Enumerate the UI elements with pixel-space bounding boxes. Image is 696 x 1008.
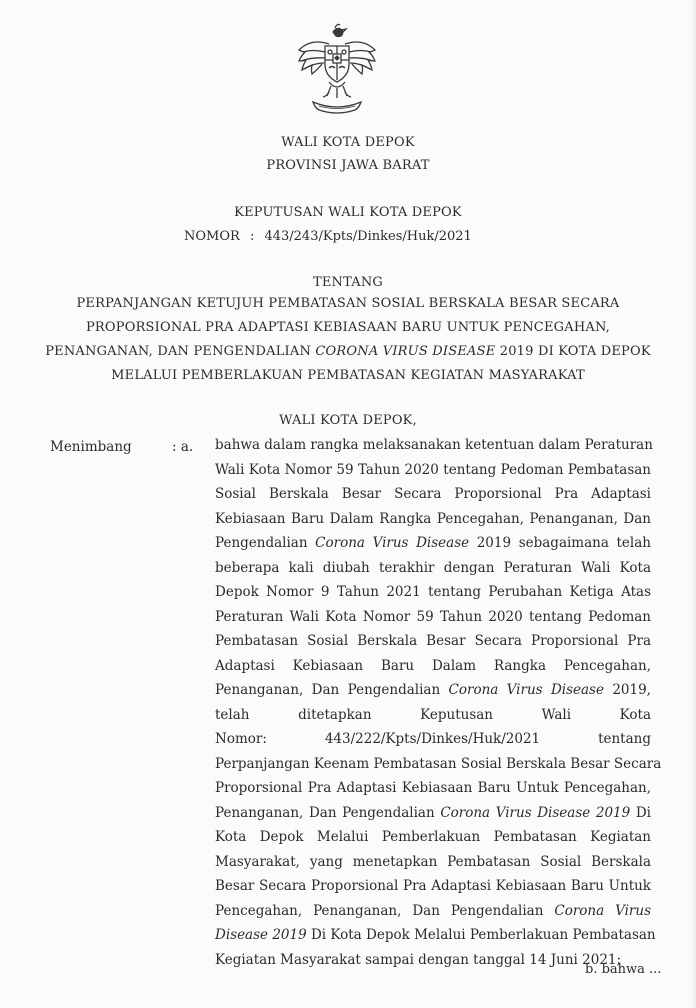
subject-line-3-pre: PENANGANAN, DAN PENGENDALIAN [45, 344, 316, 359]
paragraph-line: Proporsional Pra Adaptasi Kebiasaan Baru Untuk Pencegahan, [215, 780, 651, 796]
paragraph-line: Depok Nomor 9 Tahun 2021 tentang Perubahan Ketiga Atas [215, 584, 651, 600]
line-italic-text: Disease 2019 [215, 927, 307, 943]
line-italic-text: Corona Virus Disease [315, 535, 470, 551]
menimbang-paragraph-a [215, 433, 662, 972]
decree-title: KEPUTUSAN WALI KOTA DEPOK [234, 205, 462, 220]
paragraph-line: Perpanjangan Keenam Pembatasan Sosial Berskala Besar Secara [215, 755, 662, 772]
continuation-marker: b. bahwa ... [585, 962, 662, 977]
authority-heading: WALI KOTA DEPOK, [279, 413, 417, 428]
subject-line-1: PERPANJANGAN KETUJUH PEMBATASAN SOSIAL BERSKALA BESAR SECARA [76, 296, 620, 311]
paragraph-line: telah ditetapkan Keputusan Wali Kota [215, 706, 651, 723]
line-italic-text: Corona Virus Disease [448, 682, 604, 698]
line-italic-text: Corona Virus [554, 902, 651, 919]
nomor-label: NOMOR [184, 229, 240, 244]
paragraph-line [215, 801, 651, 826]
paragraph-line: Besar Secara Proporsional Pra Adaptasi Kebiasaan Baru Untuk [215, 878, 651, 894]
line-text: 2019, [603, 682, 651, 698]
paragraph-line: Wali Kota Nomor 59 Tahun 2020 tentang Pedoman Pembatasan [215, 461, 651, 478]
subject-line-4: MELALUI PEMBERLAKUAN PEMBATASAN KEGIATAN MASYARAKAT [111, 368, 585, 383]
menimbang-label: Menimbang [50, 439, 132, 455]
subject-line-3-post: 2019 DI KOTA DEPOK [495, 344, 651, 359]
paragraph-line: Masyarakat, yang menetapkan Pembatasan Sosial Berskala [215, 853, 651, 870]
line-text: Pengendalian [215, 535, 316, 551]
paragraph-line: Kebiasaan Baru Dalam Rangka Pencegahan, Penanganan, Dan [215, 510, 651, 527]
decree-number-line [184, 229, 472, 244]
issuer-province: PROVINSI JAWA BARAT [266, 158, 430, 173]
garuda-emblem [289, 22, 385, 116]
nomor-colon: : [249, 229, 255, 244]
tentang-heading: TENTANG [312, 275, 384, 290]
paragraph-line: beberapa kali diubah terakhir dengan Peraturan Wali Kota [215, 559, 651, 576]
scan-edge-shade [690, 0, 696, 1008]
line-text: Penanganan, Dan Pengendalian [215, 804, 441, 821]
paragraph-line [215, 899, 651, 924]
paragraph-line: Kegiatan Masyarakat sampai dengan tanggal 14 Juni 2021; [215, 951, 622, 968]
line-italic-text: Corona Virus Disease 2019 [440, 804, 631, 821]
paragraph-line: Adaptasi Kebiasaan Baru Dalam Rangka Pencegahan, [215, 657, 651, 674]
line-text: Di [630, 804, 651, 821]
subject-line-3-italic: CORONA VIRUS DISEASE [315, 344, 496, 359]
paragraph-line: Pembatasan Sosial Berskala Besar Secara Proporsional Pra [215, 633, 651, 649]
subject-line-2: PROPORSIONAL PRA ADAPTASI KEBIASAAN BARU UNTUK PENCEGAHAN, [85, 320, 611, 335]
paragraph-line: Peraturan Wali Kota Nomor 59 Tahun 2020 tentang Pedoman [215, 608, 651, 625]
subject-line-3 [0, 344, 696, 359]
line-text: Penanganan, Dan Pengendalian [215, 682, 449, 698]
paragraph-line [215, 531, 651, 556]
paragraph-line [215, 923, 656, 948]
issuer-title: WALI KOTA DEPOK [281, 135, 415, 150]
paragraph-line: bahwa dalam rangka melaksanakan ketentuan dalam Peraturan [215, 437, 653, 453]
paragraph-line: Nomor: 443/222/Kpts/Dinkes/Huk/2021 tentang [215, 731, 651, 747]
line-text: Pencegahan, Penanganan, Dan Pengendalian [215, 902, 555, 919]
paragraph-line: Kota Depok Melalui Pemberlakuan Pembatasan Kegiatan [215, 829, 651, 845]
paragraph-line [215, 678, 651, 703]
nomor-value: 443/243/Kpts/Dinkes/Huk/2021 [264, 229, 472, 244]
line-text: 2019 sebagaimana telah [469, 535, 651, 551]
paragraph-line: Sosial Berskala Besar Secara Proporsional Pra Adaptasi [215, 486, 651, 502]
menimbang-item-marker: : a. [172, 439, 194, 455]
line-text: Di Kota Depok Melalui Pemberlakuan Pembatasan [306, 927, 656, 943]
